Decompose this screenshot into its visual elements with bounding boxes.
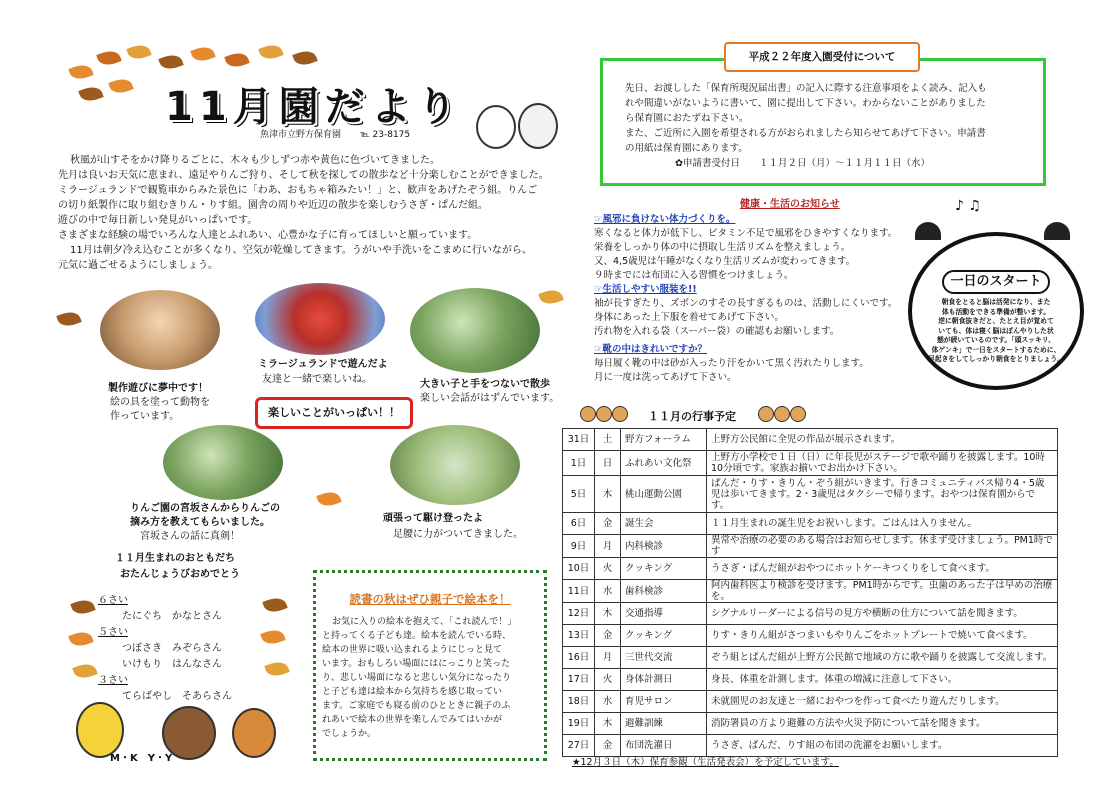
schedule-day: 6日 bbox=[563, 513, 595, 535]
clock-line: いても、体は寝く脳はぼんやりした状 bbox=[938, 326, 1054, 335]
schedule-weekday: 火 bbox=[595, 669, 621, 691]
clock-bell-left bbox=[915, 222, 941, 240]
leaf-icon bbox=[264, 659, 289, 680]
schedule-row bbox=[563, 647, 1058, 669]
schedule-day: 10日 bbox=[563, 558, 595, 580]
photo-train bbox=[255, 283, 385, 355]
schedule-row bbox=[563, 713, 1058, 735]
schedule-weekday: 水 bbox=[595, 580, 621, 603]
health-s2-line: 袖が長すぎたり、ズボンのすその長すぎるものは、活動しにくいです。 bbox=[594, 298, 898, 309]
schedule-event: 誕生会 bbox=[621, 513, 707, 535]
health-s1-title: ☞風邪に負けない体力づくりを。 bbox=[594, 214, 736, 225]
admission-box bbox=[600, 58, 1046, 186]
leaf-icon bbox=[260, 627, 285, 648]
schedule-event: 交通指導 bbox=[621, 603, 707, 625]
page-title: 11月園だより bbox=[165, 84, 463, 130]
birthday-age-3: ３さい bbox=[98, 675, 128, 686]
photo-apple bbox=[163, 425, 283, 500]
clock-title: 一日のスタート bbox=[942, 270, 1050, 294]
admission-line: 先日、お渡しした「保育所現況届出書」の記入に際する注意事項をよく読み、記入も bbox=[625, 83, 987, 94]
schedule-row bbox=[563, 513, 1058, 535]
leaf-icon bbox=[68, 629, 93, 650]
admission-line: また、ご近所に入園を希望される方がおられましたら知らせてあげて下さい。申請書 bbox=[625, 128, 986, 139]
schedule-footnote: ★12月３日（木）保育参観（生活発表会）を予定しています。 bbox=[572, 757, 839, 768]
health-s1-line: ９時までには布団に入る習慣をつけましょう。 bbox=[594, 270, 794, 281]
leaf-icon bbox=[262, 595, 287, 616]
schedule-detail: １１月生まれの誕生児をお祝いします。ごはんは入りません。 bbox=[707, 513, 1058, 535]
music-note-icon: ♪ ♫ bbox=[955, 198, 981, 214]
admission-period: ✿申請書受付日 １１月２日（月）〜１１月１１日（水） bbox=[675, 158, 930, 169]
schedule-detail: 異常や治療の必要のある場合はお知らせします。休まず受けましょう。PM1時です bbox=[707, 535, 1058, 558]
schedule-weekday: 土 bbox=[595, 429, 621, 451]
reading-box bbox=[313, 570, 547, 761]
caption-crafts-line: 作っています。 bbox=[110, 411, 180, 422]
reading-line: お気に入りの絵本を抱えて、「これ読んで！」 bbox=[332, 617, 517, 627]
schedule-event: 育児サロン bbox=[621, 691, 707, 713]
birthday-names-5a: つぼさき みぞらさん bbox=[122, 643, 222, 654]
schedule-day: 16日 bbox=[563, 647, 595, 669]
health-s2-line: 身体にあった上下服を着せてあげて下さい。 bbox=[594, 312, 784, 323]
caption-apple-line: りんご園の宮坂さんからりんごの bbox=[130, 503, 280, 514]
leaf-icon bbox=[316, 489, 341, 510]
clock-line: 逆に朝食抜きだと、たとえ目が覚めて bbox=[938, 317, 1054, 325]
schedule-weekday: 金 bbox=[595, 735, 621, 757]
caption-apple-sub: 宮坂さんの話に真剣！ bbox=[140, 531, 240, 542]
leaf-icon bbox=[538, 287, 563, 308]
schedule-event: ふれあい文化祭 bbox=[621, 451, 707, 476]
birthday-subtitle: おたんじょうびおめでとう bbox=[120, 569, 240, 580]
schedule-day: 5日 bbox=[563, 476, 595, 513]
clock-bell-right bbox=[1044, 222, 1070, 240]
schedule-detail: 上野方小学校で１日（日）に年長児がステージで歌や踊りを披露します。10時10分頃です。家族お揃いでお出かけ下さい。 bbox=[707, 451, 1058, 476]
schedule-day: 18日 bbox=[563, 691, 595, 713]
schedule-day: 19日 bbox=[563, 713, 595, 735]
schedule-day: 11日 bbox=[563, 580, 595, 603]
caption-walk-title: 大きい子と手をつないで散歩 bbox=[420, 379, 550, 390]
school-tel: ℡ 23-8175 bbox=[360, 130, 411, 140]
schedule-detail: 未就園児のお友達と一緒におやつを作って食べたり遊んだりします。 bbox=[707, 691, 1058, 713]
schedule-weekday: 木 bbox=[595, 713, 621, 735]
birthday-names-3: てらばやし そあらさん bbox=[122, 691, 232, 702]
schedule-row bbox=[563, 558, 1058, 580]
health-s3-line: 毎日履く靴の中は砂が入ったり汗をかいて黒く汚れたりします。 bbox=[594, 358, 869, 369]
reading-line: ます。ご家庭でも寝る前のひとときに親子のふ bbox=[322, 701, 511, 711]
reading-line: 絵本の世界に吸い込まれるようにじっと見て bbox=[322, 645, 503, 655]
intro-line: ミラージュランドで観覧車からみた景色に「わあ、おもちゃ箱みたい！」と、歓声をあげたぞう組。りんご bbox=[58, 185, 538, 196]
reading-line: と子ども達は絵本から気持ちを感じ取ってい bbox=[322, 687, 503, 697]
schedule-detail: ぞう組とぱんだ組が上野方公民館で地域の方に歌や踊りを披露して交流します。 bbox=[707, 647, 1058, 669]
clock-line: 体も活動をできる準備が整います。 bbox=[941, 307, 1051, 316]
bunny-cat-illustration bbox=[470, 95, 560, 155]
schedule-event: クッキング bbox=[621, 625, 707, 647]
health-section-1 bbox=[594, 213, 924, 385]
caption-hill-title: 頑張って駆け登ったよ bbox=[383, 513, 483, 524]
schedule-event: クッキング bbox=[621, 558, 707, 580]
intro-line: 遊びの中で毎日新しい発見がいっぱいです。 bbox=[58, 215, 258, 226]
schedule-detail: 阿内歯科医より検診を受けます。PM1時からです。虫歯のあった子は早めの治療を。 bbox=[707, 580, 1058, 603]
health-s2-line: 汚れ物を入れる袋（スーパー袋）の確認もお願いします。 bbox=[594, 326, 840, 337]
schedule-row bbox=[563, 735, 1058, 757]
schedule-weekday: 月 bbox=[595, 647, 621, 669]
reading-line: り、悲しい場面になると悲しい気分になったり bbox=[322, 673, 512, 683]
admission-title: 平成２２年度入園受付について bbox=[748, 51, 896, 63]
schedule-weekday: 木 bbox=[595, 603, 621, 625]
caption-train-title: ミラージュランドで遊んだよ bbox=[258, 359, 388, 370]
schedule-weekday: 水 bbox=[595, 691, 621, 713]
caption-crafts-line: 絵の具を塗って動物を bbox=[110, 397, 210, 408]
admission-line: ら保育園におたずね下さい。 bbox=[625, 113, 749, 124]
schedule-row bbox=[563, 580, 1058, 603]
schedule-row bbox=[563, 451, 1058, 476]
schedule-weekday: 金 bbox=[595, 513, 621, 535]
caption-train-sub: 友達と一緒で楽しいね。 bbox=[262, 374, 372, 385]
schedule-row bbox=[563, 625, 1058, 647]
caption-walk-sub: 楽しい会話がはずんでいます。 bbox=[420, 393, 560, 404]
health-s2-title: ☞生活しやすい服装を!! bbox=[594, 284, 697, 295]
schedule-event: 内科検診 bbox=[621, 535, 707, 558]
schedule-table bbox=[562, 428, 1058, 757]
schedule-event: 布団洗濯日 bbox=[621, 735, 707, 757]
reading-title: 読書の秋はぜひ親子で絵本を！ bbox=[349, 592, 511, 606]
schedule-weekday: 金 bbox=[595, 625, 621, 647]
reading-line: います。おもしろい場面にはにっこりと笑った bbox=[322, 659, 511, 669]
schedule-event: 歯科検診 bbox=[621, 580, 707, 603]
health-s1-line: 寒くなると体力が低下し、ビタミン不足で風邪をひきやすくなります。 bbox=[594, 228, 898, 239]
schedule-row bbox=[563, 691, 1058, 713]
health-s3-title: ☞靴の中はきれいですか？ bbox=[594, 344, 708, 355]
schedule-event: 身体計測日 bbox=[621, 669, 707, 691]
caption-apple-line: 摘み方を教えてもらいました。 bbox=[130, 517, 270, 528]
birthday-age-5: ５さい bbox=[98, 627, 128, 638]
schedule-weekday: 日 bbox=[595, 451, 621, 476]
schedule-detail: うさぎ、ぱんだ、りす組の布団の洗濯をお願いします。 bbox=[707, 735, 1058, 757]
caption-hill-sub: 足腰に力がついてきました。 bbox=[393, 529, 523, 540]
schedule-title: １１月の行事予定 bbox=[648, 410, 736, 423]
intro-text bbox=[58, 153, 558, 273]
clock-line: 朝食をとると脳は活発になり、また bbox=[941, 298, 1051, 306]
birthday-title: １１月生まれのおともだち bbox=[115, 553, 235, 564]
clock-line: 態が続いているのです。「頭スッキリ、 bbox=[937, 336, 1055, 344]
schedule-day: 9日 bbox=[563, 535, 595, 558]
schedule-event: 桃山運動公園 bbox=[621, 476, 707, 513]
caption-crafts-title: 製作遊びに夢中です！ bbox=[108, 383, 208, 394]
schedule-kids-icon bbox=[580, 406, 626, 422]
intro-line: 11月は朝夕冷え込むことが多くなり、空気が乾燥してきます。うがいや手洗いをこまめに行いながら、 bbox=[70, 245, 532, 256]
birthday-names-6: たにぐち かなとさん bbox=[122, 611, 222, 622]
schedule-detail: うさぎ・ぱんだ組がおやつにホットケーキつくりをして食べます。 bbox=[707, 558, 1058, 580]
schedule-detail: 上野方公民館に全児の作品が展示されます。 bbox=[707, 429, 1058, 451]
birthday-age-6: ６さい bbox=[98, 595, 128, 606]
schedule-detail: ぱんだ・りす・きりん・ぞう組がいきます。行きコミュニティバス帰り4・5歳児は歩いてきます。2・3歳児はタクシーで帰ります。おやつは保育園からです。 bbox=[707, 476, 1058, 513]
intro-line: の切り紙製作に取り組むきりん・りす組。園舎の周りや近辺の散歩を楽しむうさぎ・ぱんだ組。 bbox=[58, 200, 488, 211]
leaf-icon bbox=[72, 661, 97, 682]
schedule-detail: りす・きりん組がさつまいもやりんごをホットプレートで焼いて食べます。 bbox=[707, 625, 1058, 647]
schedule-day: 31日 bbox=[563, 429, 595, 451]
animal-illustrations bbox=[76, 700, 296, 762]
schedule-weekday: 木 bbox=[595, 476, 621, 513]
photo-crafts bbox=[100, 290, 220, 370]
reading-line: と持ってくる子ども達。絵本を読んでいる時、 bbox=[322, 631, 512, 641]
schedule-day: 17日 bbox=[563, 669, 595, 691]
reading-line: でしょうか。 bbox=[322, 729, 377, 739]
health-s1-line: 栄養をしっかり体の中に摂取し生活リズムを整えましょう。 bbox=[594, 242, 851, 253]
schedule-row bbox=[563, 603, 1058, 625]
schedule-event: 三世代交流 bbox=[621, 647, 707, 669]
schedule-row bbox=[563, 535, 1058, 558]
health-s3-line: 月に一度は洗ってあげて下さい。 bbox=[594, 372, 737, 383]
schedule-row bbox=[563, 669, 1058, 691]
schedule-day: 12日 bbox=[563, 603, 595, 625]
photo-walk bbox=[410, 288, 540, 373]
admission-line: れや間違いがないように書いて、園に提出して下さい。わからないことがありました bbox=[625, 98, 986, 109]
schedule-weekday: 月 bbox=[595, 535, 621, 558]
admission-line: の用紙は保育園にあります。 bbox=[625, 143, 748, 154]
admission-title-box bbox=[724, 42, 920, 72]
fun-label-box bbox=[255, 397, 413, 429]
schedule-detail: 消防署員の方より避難の方法や火災予防について話を聞きます。 bbox=[707, 713, 1058, 735]
health-s1-line: 又、4,5歳児は午睡がなくなり生活リズムが変わってきます。 bbox=[594, 256, 856, 267]
school-name: 魚津市立野方保育園 bbox=[260, 130, 342, 140]
leaf-icon bbox=[70, 597, 95, 618]
schedule-event: 避難訓練 bbox=[621, 713, 707, 735]
schedule-day: 1日 bbox=[563, 451, 595, 476]
schedule-row bbox=[563, 476, 1058, 513]
fun-label: 楽しいことがいっぱい！！ bbox=[268, 406, 400, 419]
intro-line: 先月は良いお天気に恵まれ、遠足やりんご狩り、そして秋を探しての散歩など十分楽しむことができました。 bbox=[58, 170, 549, 181]
schedule-row bbox=[563, 429, 1058, 451]
schedule-day: 13日 bbox=[563, 625, 595, 647]
schedule-kids-icon bbox=[758, 406, 804, 422]
leaf-icon bbox=[56, 309, 81, 330]
intro-line: 秋風が山すそをかけ降りるごとに、木々も少しずつ赤や黄色に色づいてきました。 bbox=[70, 155, 440, 166]
schedule-detail: シグナルリーダーによる信号の見方や横断の仕方について話を聞きます。 bbox=[707, 603, 1058, 625]
schedule-day: 27日 bbox=[563, 735, 595, 757]
signature: M・K Y・Y bbox=[110, 753, 173, 764]
birthday-names-5b: いけもり はんなさん bbox=[122, 659, 222, 670]
clock-line: 早起きをしてしっかり朝食をとりましょう。 bbox=[928, 355, 1064, 363]
schedule-weekday: 火 bbox=[595, 558, 621, 580]
photo-hill bbox=[390, 425, 520, 505]
intro-line: 元気に過ごせるようにしましょう。 bbox=[58, 260, 218, 271]
clock-illustration bbox=[908, 232, 1084, 390]
health-title: 健康・生活のお知らせ bbox=[740, 199, 840, 210]
clock-line: 体ゲンキ」で一日をスタートするために、 bbox=[931, 345, 1061, 354]
schedule-detail: 身長、体重を計測します。体重の増減に注意して下さい。 bbox=[707, 669, 1058, 691]
intro-line: さまざまな経験の場でいろんな人達とふれあい、心豊かな子に育ってほしいと願っています。 bbox=[58, 230, 478, 241]
reading-line: れあいで絵本の世界を楽しんでみてはいかが bbox=[322, 715, 503, 725]
schedule-event: 野方フォーラム bbox=[621, 429, 707, 451]
